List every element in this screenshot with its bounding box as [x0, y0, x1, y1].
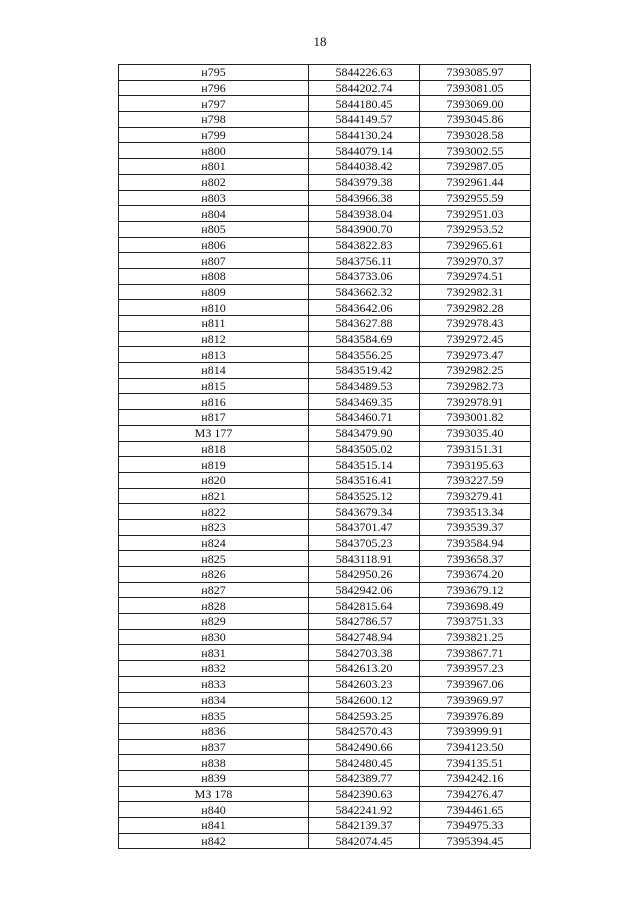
x-coordinate-cell: 5843979.38: [309, 174, 420, 190]
point-id-cell: н812: [119, 331, 309, 347]
y-coordinate-cell: 7392965.61: [420, 237, 531, 253]
y-coordinate-cell: 7393069.00: [420, 96, 531, 112]
table-row: [119, 253, 531, 269]
x-coordinate-cell: 5842815.64: [309, 598, 420, 614]
table-row: [119, 739, 531, 755]
x-coordinate-cell: 5843505.02: [309, 441, 420, 457]
x-coordinate-cell: 5842490.66: [309, 739, 420, 755]
table-row: [119, 488, 531, 504]
table-row: [119, 174, 531, 190]
y-coordinate-cell: 7393674.20: [420, 567, 531, 583]
x-coordinate-cell: 5843460.71: [309, 410, 420, 426]
point-id-cell: н813: [119, 347, 309, 363]
table-row: [119, 378, 531, 394]
x-coordinate-cell: 5843479.90: [309, 425, 420, 441]
table-row: [119, 551, 531, 567]
table-row: [119, 441, 531, 457]
table-row: [119, 363, 531, 379]
x-coordinate-cell: 5844226.63: [309, 65, 420, 81]
coordinates-table: [118, 64, 531, 849]
table-row: [119, 80, 531, 96]
point-id-cell: н811: [119, 316, 309, 332]
point-id-cell: н818: [119, 441, 309, 457]
x-coordinate-cell: 5843662.32: [309, 284, 420, 300]
y-coordinate-cell: 7393698.49: [420, 598, 531, 614]
point-id-cell: н823: [119, 519, 309, 535]
y-coordinate-cell: 7393751.33: [420, 614, 531, 630]
point-id-cell: н836: [119, 723, 309, 739]
coordinates-table-body: [119, 65, 531, 849]
x-coordinate-cell: 5842603.23: [309, 676, 420, 692]
table-row: [119, 221, 531, 237]
table-row: [119, 347, 531, 363]
x-coordinate-cell: 5843627.88: [309, 316, 420, 332]
y-coordinate-cell: 7395394.45: [420, 833, 531, 849]
y-coordinate-cell: 7393957.23: [420, 661, 531, 677]
y-coordinate-cell: 7392978.91: [420, 394, 531, 410]
table-row: [119, 300, 531, 316]
x-coordinate-cell: 5843515.14: [309, 457, 420, 473]
table-row: [119, 65, 531, 81]
x-coordinate-cell: 5843679.34: [309, 504, 420, 520]
point-id-cell: н802: [119, 174, 309, 190]
point-id-cell: н805: [119, 221, 309, 237]
y-coordinate-cell: 7392970.37: [420, 253, 531, 269]
table-row: [119, 504, 531, 520]
x-coordinate-cell: 5842600.12: [309, 692, 420, 708]
table-row: [119, 645, 531, 661]
table-row: [119, 284, 531, 300]
table-row: [119, 143, 531, 159]
point-id-cell: н838: [119, 755, 309, 771]
table-row: [119, 535, 531, 551]
y-coordinate-cell: 7393539.37: [420, 519, 531, 535]
y-coordinate-cell: 7393001.82: [420, 410, 531, 426]
x-coordinate-cell: 5842241.92: [309, 802, 420, 818]
point-id-cell: н839: [119, 770, 309, 786]
x-coordinate-cell: 5843756.11: [309, 253, 420, 269]
point-id-cell: н809: [119, 284, 309, 300]
y-coordinate-cell: 7394975.33: [420, 818, 531, 834]
point-id-cell: н810: [119, 300, 309, 316]
table-row: [119, 410, 531, 426]
x-coordinate-cell: 5842390.63: [309, 786, 420, 802]
x-coordinate-cell: 5842786.57: [309, 614, 420, 630]
table-row: [119, 833, 531, 849]
point-id-cell: н828: [119, 598, 309, 614]
point-id-cell: н816: [119, 394, 309, 410]
y-coordinate-cell: 7392982.73: [420, 378, 531, 394]
point-id-cell: н796: [119, 80, 309, 96]
point-id-cell: н833: [119, 676, 309, 692]
table-row: [119, 598, 531, 614]
point-id-cell: н804: [119, 206, 309, 222]
point-id-cell: н815: [119, 378, 309, 394]
x-coordinate-cell: 5844038.42: [309, 159, 420, 175]
x-coordinate-cell: 5843469.35: [309, 394, 420, 410]
table-row: [119, 127, 531, 143]
y-coordinate-cell: 7392953.52: [420, 221, 531, 237]
y-coordinate-cell: 7393279.41: [420, 488, 531, 504]
point-id-cell: н840: [119, 802, 309, 818]
point-id-cell: н806: [119, 237, 309, 253]
table-row: [119, 519, 531, 535]
y-coordinate-cell: 7394123.50: [420, 739, 531, 755]
point-id-cell: н803: [119, 190, 309, 206]
y-coordinate-cell: 7393867.71: [420, 645, 531, 661]
y-coordinate-cell: 7393999.91: [420, 723, 531, 739]
y-coordinate-cell: 7393085.97: [420, 65, 531, 81]
y-coordinate-cell: 7392978.43: [420, 316, 531, 332]
point-id-cell: МЗ 178: [119, 786, 309, 802]
point-id-cell: н832: [119, 661, 309, 677]
x-coordinate-cell: 5842389.77: [309, 770, 420, 786]
page-number: 18: [313, 34, 327, 49]
y-coordinate-cell: 7392974.51: [420, 268, 531, 284]
x-coordinate-cell: 5842613.20: [309, 661, 420, 677]
table-row: [119, 394, 531, 410]
point-id-cell: н841: [119, 818, 309, 834]
point-id-cell: н801: [119, 159, 309, 175]
table-row: [119, 770, 531, 786]
x-coordinate-cell: 5844079.14: [309, 143, 420, 159]
table-row: [119, 472, 531, 488]
y-coordinate-cell: 7393513.34: [420, 504, 531, 520]
point-id-cell: н834: [119, 692, 309, 708]
point-id-cell: н800: [119, 143, 309, 159]
table-row: [119, 802, 531, 818]
x-coordinate-cell: 5843642.06: [309, 300, 420, 316]
x-coordinate-cell: 5843733.06: [309, 268, 420, 284]
y-coordinate-cell: 7394276.47: [420, 786, 531, 802]
table-row: [119, 331, 531, 347]
y-coordinate-cell: 7393081.05: [420, 80, 531, 96]
x-coordinate-cell: 5842480.45: [309, 755, 420, 771]
point-id-cell: н799: [119, 127, 309, 143]
x-coordinate-cell: 5843556.25: [309, 347, 420, 363]
x-coordinate-cell: 5844130.24: [309, 127, 420, 143]
y-coordinate-cell: 7393679.12: [420, 582, 531, 598]
x-coordinate-cell: 5844149.57: [309, 112, 420, 128]
point-id-cell: н835: [119, 708, 309, 724]
point-id-cell: н831: [119, 645, 309, 661]
x-coordinate-cell: 5843938.04: [309, 206, 420, 222]
x-coordinate-cell: 5843525.12: [309, 488, 420, 504]
x-coordinate-cell: 5843118.91: [309, 551, 420, 567]
y-coordinate-cell: 7393151.31: [420, 441, 531, 457]
y-coordinate-cell: 7393967.06: [420, 676, 531, 692]
y-coordinate-cell: 7392982.31: [420, 284, 531, 300]
y-coordinate-cell: 7393969.97: [420, 692, 531, 708]
table-row: [119, 206, 531, 222]
y-coordinate-cell: 7392972.45: [420, 331, 531, 347]
x-coordinate-cell: 5842748.94: [309, 629, 420, 645]
point-id-cell: н798: [119, 112, 309, 128]
point-id-cell: н827: [119, 582, 309, 598]
x-coordinate-cell: 5843701.47: [309, 519, 420, 535]
x-coordinate-cell: 5842942.06: [309, 582, 420, 598]
point-id-cell: н820: [119, 472, 309, 488]
x-coordinate-cell: 5843519.42: [309, 363, 420, 379]
y-coordinate-cell: 7393976.89: [420, 708, 531, 724]
point-id-cell: н824: [119, 535, 309, 551]
point-id-cell: н837: [119, 739, 309, 755]
point-id-cell: н822: [119, 504, 309, 520]
table-row: [119, 457, 531, 473]
y-coordinate-cell: 7394461.65: [420, 802, 531, 818]
point-id-cell: н819: [119, 457, 309, 473]
x-coordinate-cell: 5844180.45: [309, 96, 420, 112]
y-coordinate-cell: 7393045.86: [420, 112, 531, 128]
x-coordinate-cell: 5842139.37: [309, 818, 420, 834]
table-row: [119, 567, 531, 583]
y-coordinate-cell: 7392987.05: [420, 159, 531, 175]
table-row: [119, 268, 531, 284]
table-row: [119, 708, 531, 724]
y-coordinate-cell: 7393584.94: [420, 535, 531, 551]
x-coordinate-cell: 5843516.41: [309, 472, 420, 488]
point-id-cell: н830: [119, 629, 309, 645]
table-row: [119, 582, 531, 598]
y-coordinate-cell: 7393227.59: [420, 472, 531, 488]
point-id-cell: н797: [119, 96, 309, 112]
y-coordinate-cell: 7392961.44: [420, 174, 531, 190]
point-id-cell: н821: [119, 488, 309, 504]
table-row: [119, 755, 531, 771]
y-coordinate-cell: 7394242.16: [420, 770, 531, 786]
point-id-cell: н829: [119, 614, 309, 630]
x-coordinate-cell: 5843705.23: [309, 535, 420, 551]
point-id-cell: н807: [119, 253, 309, 269]
y-coordinate-cell: 7393658.37: [420, 551, 531, 567]
table-row: [119, 661, 531, 677]
y-coordinate-cell: 7393028.58: [420, 127, 531, 143]
y-coordinate-cell: 7392951.03: [420, 206, 531, 222]
x-coordinate-cell: 5843584.69: [309, 331, 420, 347]
table-row: [119, 818, 531, 834]
x-coordinate-cell: 5842074.45: [309, 833, 420, 849]
y-coordinate-cell: 7393002.55: [420, 143, 531, 159]
table-row: [119, 425, 531, 441]
y-coordinate-cell: 7392982.28: [420, 300, 531, 316]
y-coordinate-cell: 7392973.47: [420, 347, 531, 363]
point-id-cell: н808: [119, 268, 309, 284]
y-coordinate-cell: 7392982.25: [420, 363, 531, 379]
table-row: [119, 629, 531, 645]
point-id-cell: н825: [119, 551, 309, 567]
x-coordinate-cell: 5842950.26: [309, 567, 420, 583]
x-coordinate-cell: 5843489.53: [309, 378, 420, 394]
x-coordinate-cell: 5844202.74: [309, 80, 420, 96]
x-coordinate-cell: 5842570.43: [309, 723, 420, 739]
table-row: [119, 112, 531, 128]
point-id-cell: МЗ 177: [119, 425, 309, 441]
point-id-cell: н826: [119, 567, 309, 583]
table-row: [119, 676, 531, 692]
x-coordinate-cell: 5842593.25: [309, 708, 420, 724]
x-coordinate-cell: 5843966.38: [309, 190, 420, 206]
point-id-cell: н817: [119, 410, 309, 426]
table-row: [119, 96, 531, 112]
table-row: [119, 614, 531, 630]
table-row: [119, 692, 531, 708]
table-row: [119, 786, 531, 802]
x-coordinate-cell: 5842703.38: [309, 645, 420, 661]
table-row: [119, 190, 531, 206]
table-row: [119, 316, 531, 332]
y-coordinate-cell: 7392955.59: [420, 190, 531, 206]
point-id-cell: н842: [119, 833, 309, 849]
table-row: [119, 159, 531, 175]
y-coordinate-cell: 7394135.51: [420, 755, 531, 771]
point-id-cell: н814: [119, 363, 309, 379]
x-coordinate-cell: 5843822.83: [309, 237, 420, 253]
table-row: [119, 723, 531, 739]
y-coordinate-cell: 7393195.63: [420, 457, 531, 473]
point-id-cell: н795: [119, 65, 309, 81]
y-coordinate-cell: 7393821.25: [420, 629, 531, 645]
x-coordinate-cell: 5843900.70: [309, 221, 420, 237]
y-coordinate-cell: 7393035.40: [420, 425, 531, 441]
table-row: [119, 237, 531, 253]
